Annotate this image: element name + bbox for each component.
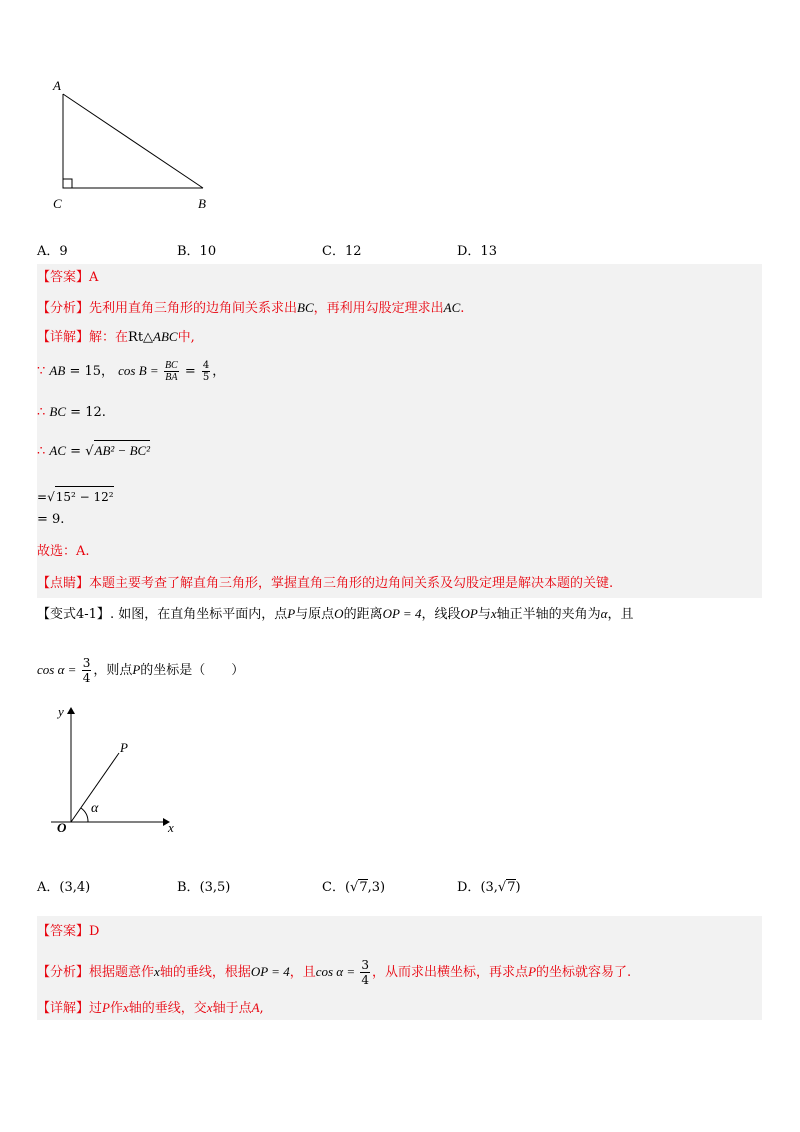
vertex-a-label: A xyxy=(53,78,61,93)
option-c[interactable]: C．(√7,3) xyxy=(322,880,386,895)
given-line: ∵ AB = 15， cos B = $\frac{BC}{BA}$ = $\frac{4}{5}$ ， xyxy=(37,360,226,383)
y-axis-label: y xyxy=(58,704,64,719)
option-a[interactable]: A．(3,4) xyxy=(37,880,91,895)
question-2-line-2: cos α = $\frac{3}{4}$ ，则点P的坐标是（ ） xyxy=(37,656,245,685)
choice-line: 故选：A. xyxy=(37,544,90,559)
ac-line: ∴ AC = √AB² − BC² xyxy=(37,440,150,462)
detail-line-2: 【详解】过P作x轴的垂线，交x轴于点A, xyxy=(37,1000,264,1016)
vertex-b-label: B xyxy=(198,196,206,211)
triangle-figure xyxy=(48,76,223,216)
answer-line: 【答案】A xyxy=(37,270,99,285)
alpha-label: α xyxy=(91,801,99,816)
comment-line: 【点睛】本题主要考查了解直角三角形，掌握直角三角形的边角间关系及勾股定理是解决本题的关键. xyxy=(37,576,614,591)
sqrt-line: =√15² − 12² xyxy=(37,486,114,507)
bc-line: ∴ BC = 12. xyxy=(37,404,106,420)
analysis-line: 【分析】先利用直角三角形的边角间关系求出BC，再利用勾股定理求出AC. xyxy=(37,300,465,316)
answer-line-2: 【答案】D xyxy=(37,924,100,939)
option-d[interactable]: D．(3,√7) xyxy=(457,880,521,895)
option-b[interactable]: B．(3,5) xyxy=(177,880,231,895)
origin-label: O xyxy=(57,820,67,835)
result-line: = 9. xyxy=(37,512,65,527)
point-p-label: P xyxy=(120,740,128,755)
option-a[interactable]: A．9 xyxy=(37,244,68,259)
coordinate-figure xyxy=(36,700,186,845)
option-c[interactable]: C．12 xyxy=(322,244,362,259)
option-d[interactable]: D．13 xyxy=(457,244,497,259)
analysis-line-2: 【分析】根据题意作x轴的垂线，根据OP = 4，且cos α = $\frac{3}{4}$ ，从而求出横坐标，再求点P的坐标就容易了. xyxy=(37,958,632,987)
x-axis-label: x xyxy=(168,820,174,835)
detail-line: 【详解】解：在Rt△ABC中, xyxy=(37,329,195,345)
vertex-c-label: C xyxy=(53,196,62,211)
option-b[interactable]: B．10 xyxy=(177,244,217,259)
question-2-line-1: 【变式4-1】. 如图，在直角坐标平面内，点P与原点O的距离OP = 4，线段OP与x轴正半轴的夹角为α，且 xyxy=(37,606,634,622)
